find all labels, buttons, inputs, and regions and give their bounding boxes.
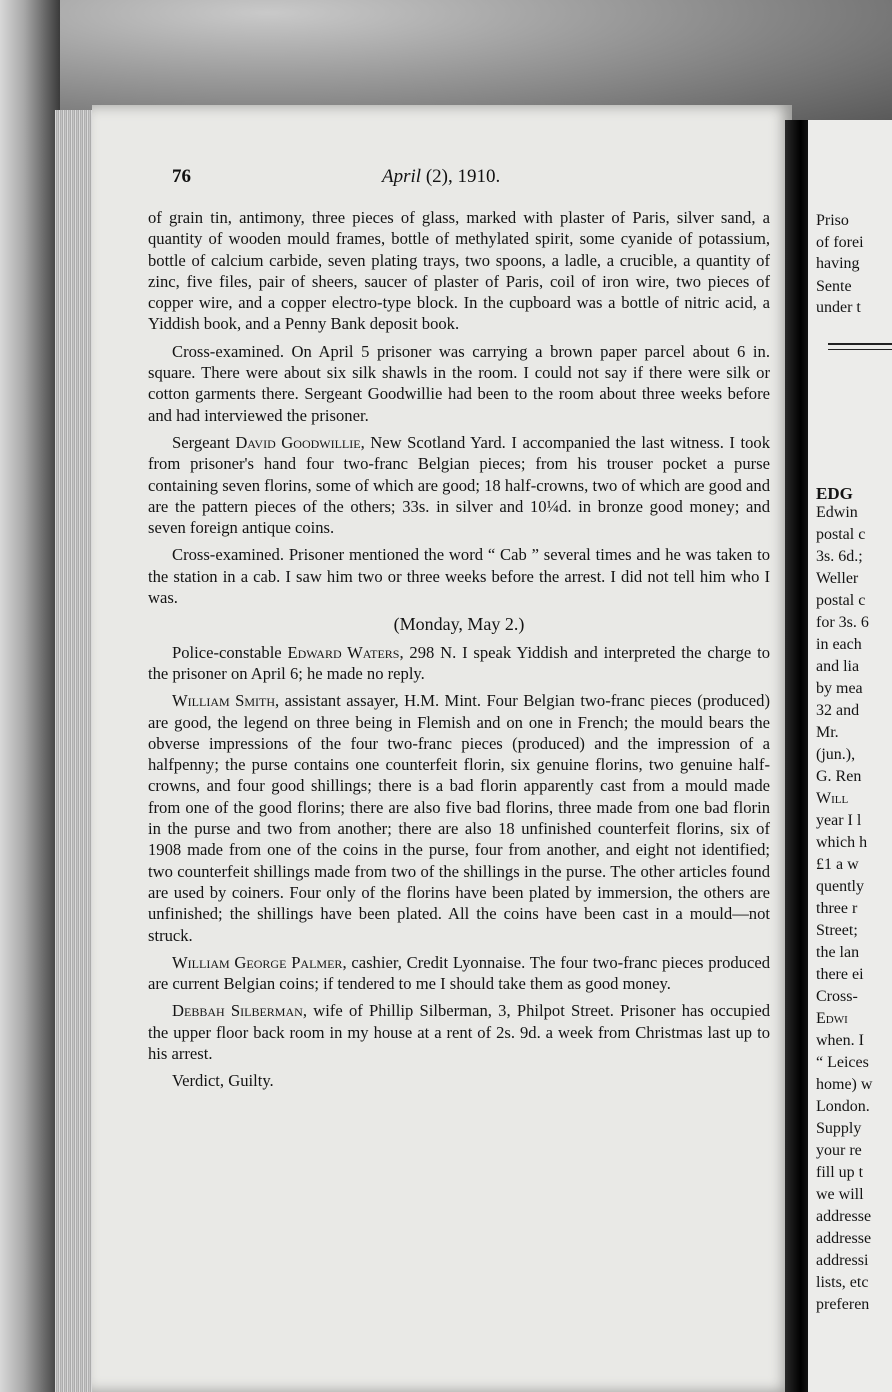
right-line: by mea <box>816 680 863 697</box>
right-line: which h <box>816 834 868 851</box>
witness-name: William Smith <box>172 691 275 711</box>
right-line: home) w <box>816 1076 873 1093</box>
page-date-month: April <box>382 166 422 187</box>
right-line: we will <box>816 1186 864 1203</box>
witness-name: Edward Waters <box>287 642 400 662</box>
right-line: fill up t <box>816 1164 864 1181</box>
right-line: 32 and <box>816 702 860 719</box>
right-line: preferen <box>816 1296 870 1313</box>
paragraph-palmer <box>148 952 770 995</box>
paragraph-silberman <box>148 1000 770 1064</box>
witness-testimony: , cashier, Credit Lyonnaise. The four two-franc pieces produced are current Belgian coins; if tendered to me I should take them as good money. <box>148 952 771 994</box>
page-date <box>382 166 500 188</box>
right-line: Priso <box>816 212 849 229</box>
scan-background-left <box>0 0 60 1392</box>
right-line: (jun.), <box>816 746 856 763</box>
paragraph-cross-examined-2: Cross-examined. Prisoner mentioned the word “ Cab ” several times and he was taken to the station in a cab. I saw him two or three weeks before the arrest. I did not tell him who I was. <box>148 545 770 608</box>
book-page-right <box>808 120 892 1392</box>
right-line: Supply <box>816 1120 862 1137</box>
right-line: postal c <box>816 526 866 543</box>
witness-name: William George Palmer <box>172 952 343 972</box>
right-line: year I l <box>816 812 862 829</box>
paragraph-inventory: of grain tin, antimony, three pieces of glass, marked with plaster of Paris, silver sand, a quantity of wooden mould frames, bottle of methylated spirit, some cyanide of potassium, bottle of calcium carbide, seven plating trays, two spoons, a ladle, a crucible, a quantity of zinc, five files, pair of sheers, saucer of plaster of Paris, coil of iron wire, two pieces of copper wire, and a copper electro-type block. In the cupboard was a bottle of nitric acid, a Yiddish book, and a Penny Bank deposit book. <box>148 208 770 334</box>
page-body <box>148 207 770 1098</box>
right-line: under t <box>816 299 861 316</box>
right-line: G. Ren <box>816 768 862 785</box>
right-line: having <box>816 255 860 272</box>
right-line: three r <box>816 900 858 917</box>
witness-prefix: Police-constable <box>172 642 288 662</box>
right-line: the lan <box>816 944 860 961</box>
right-line: lists, etc <box>816 1274 869 1291</box>
right-line: postal c <box>816 592 866 609</box>
witness-testimony: , New Scotland Yard. I accompanied the last witness. I took from prisoner's hand four two-franc Belgian pieces; from his trouser pocket a purse containing seven florins, some of which are good; 18 half-crowns, two of which are good and are the pattern pieces of the others; 33s. in silver and 10¼d. in bronze good money; and seven foreign antique coins. <box>148 432 771 538</box>
right-line: Edwin <box>816 504 858 521</box>
right-line: addressi <box>816 1252 869 1269</box>
paragraph-goodwillie <box>148 432 770 538</box>
right-line: Edwi <box>816 1010 848 1027</box>
witness-prefix: Sergeant <box>172 432 236 452</box>
page-date-rest: (2), 1910. <box>421 166 501 187</box>
right-line: Mr. <box>816 724 839 741</box>
right-line: in each <box>816 636 862 653</box>
right-line: EDG <box>816 484 853 503</box>
right-line: when. I <box>816 1032 864 1049</box>
witness-testimony: , wife of Phillip Silberman, 3, Philpot Street. Prisoner has occupied the upper floor back room in my house at a rent of 2s. 9d. a week from Christmas last up to his arrest. <box>148 1001 770 1063</box>
right-rule <box>828 343 892 350</box>
right-line: London. <box>816 1098 870 1115</box>
right-line: £1 a w <box>816 856 859 873</box>
right-line: addresse <box>816 1230 872 1247</box>
right-line: Weller <box>816 570 859 587</box>
paragraph-verdict: Verdict, Guilty. <box>172 1071 274 1091</box>
right-line: addresse <box>816 1208 872 1225</box>
page-number: 76 <box>172 166 191 187</box>
right-line: quently <box>816 878 864 895</box>
right-line: 3s. 6d.; <box>816 548 863 565</box>
right-line: and lia <box>816 658 860 675</box>
paragraph-smith <box>148 690 770 946</box>
right-line: of forei <box>816 234 864 251</box>
section-heading: (Monday, May 2.) <box>393 614 525 635</box>
right-line: Sente <box>816 278 852 295</box>
right-line: for 3s. 6 <box>816 614 869 631</box>
book-page-edges <box>55 110 95 1392</box>
witness-name: David Goodwillie <box>235 432 361 452</box>
witness-testimony: , 298 N. I speak Yiddish and interpreted the charge to the prisoner on April 6; he made no reply. <box>148 642 770 683</box>
paragraph-waters <box>148 642 770 685</box>
right-line: Cross- <box>816 988 858 1005</box>
paragraph-cross-examined-1: Cross-examined. On April 5 prisoner was carrying a brown paper parcel about 6 in. square. There were about six silk shawls in the room. I could not say if there were silk or cotton garments there. Sergeant Goodwillie had been to the room about three weeks before and had interviewed the prisoner. <box>148 341 770 425</box>
right-line: your re <box>816 1142 862 1159</box>
right-line: Street; <box>816 922 858 939</box>
right-line: Will <box>816 790 849 807</box>
witness-testimony: , assistant assayer, H.M. Mint. Four Belgian two-franc pieces (produced) are good, the legend on three being in Flemish and on one in French; the mould bears the obverse impressions of the four two-franc pieces (produced) and the impression of a halfpenny; the purse contains one counterfeit florin, six genuine florins, two genuine half-crowns, and four good shillings; there is a bad florin apparently cast from a mould made from one of the good florins; there are also five bad florins, three made from one bad florin in the purse and two from another; there are also 18 unfinished counterfeit florins, six of 1908 made from one of the coins in the purse, four from another, and eight not identified; two counterfeit shillings made from two of the shillings in the purse. The other articles found are used by coiners. Four only of the florins have been plated by immersion, the others are unfinished; the shillings have been plated. All the coins have been cast in a mould—not struck. <box>148 691 770 945</box>
right-line: “ Leices <box>816 1054 869 1071</box>
right-line: there ei <box>816 966 864 983</box>
witness-name: Debbah Silberman <box>172 1001 303 1021</box>
